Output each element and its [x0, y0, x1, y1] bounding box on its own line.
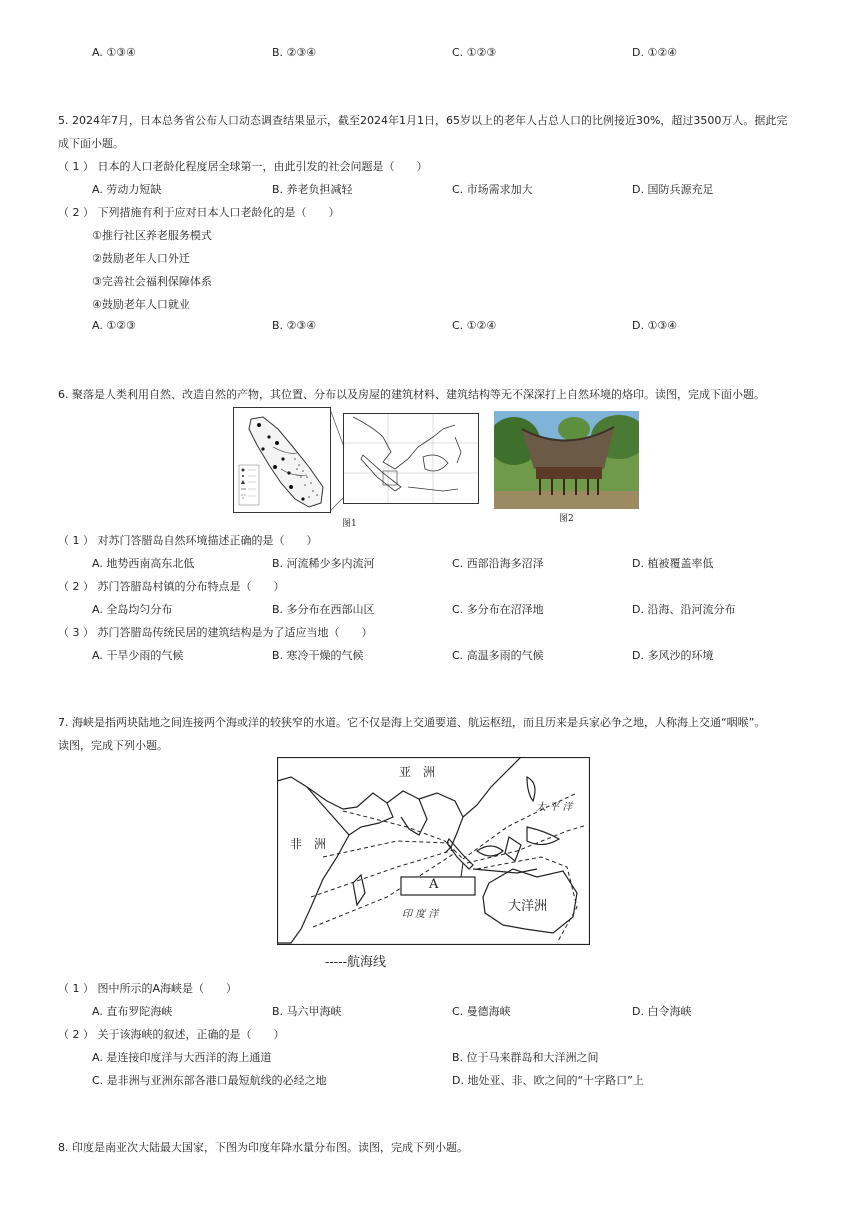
q5-sub1: （ 1 ） 日本的人口老龄化程度居全球第一，由此引发的社会问题是（ ）: [58, 160, 428, 173]
traditional-house-photo: [494, 411, 639, 509]
q6-sub2-option-d: D. 沿海、沿河流分布: [632, 603, 736, 616]
q5-stem-line1: 5. 2024年7月，日本总务省公布人口动态调查结果显示，截至2024年1月1日，65岁以上的老年人占总人口的比例接近30%，超过3500万人。据此完: [58, 114, 788, 127]
q5-sub2-option-c: C. ①②④: [452, 319, 497, 332]
q8-stem: 8. 印度是南亚次大陆最大国家，下图为印度年降水量分布图。读图，完成下列小题。: [58, 1141, 468, 1154]
q5-sub2-item-2: ②鼓励老年人口外迁: [92, 252, 190, 265]
q6-sub1-option-a: A. 地势西南高东北低: [92, 557, 195, 570]
q4-option-c: C. ①②③: [452, 46, 497, 59]
q7-sub2: （ 2 ） 关于该海峡的叙述，正确的是（ ）: [58, 1028, 285, 1041]
q7-sub1: （ 1 ） 图中所示的A海峡是（ ）: [58, 982, 238, 995]
q7-sub2-option-a: A. 是连接印度洋与大西洋的海上通道: [92, 1051, 272, 1064]
q6-sub1-option-b: B. 河流稀少多内流河: [272, 557, 375, 570]
q6-sub3-option-d: D. 多风沙的环境: [632, 649, 714, 662]
q6-sub2-option-b: B. 多分布在西部山区: [272, 603, 375, 616]
q6-sub1-option-d: D. 植被覆盖率低: [632, 557, 714, 570]
q6-sub3: （ 3 ） 苏门答腊岛传统民居的建筑结构是为了适应当地（ ）: [58, 626, 373, 639]
q7-sub1-option-a: A. 直布罗陀海峡: [92, 1005, 173, 1018]
fig2-caption: 图2: [559, 514, 574, 524]
q7-stem-line2: 读图，完成下列小题。: [58, 739, 168, 752]
map-label-oceania: 大洋洲: [508, 899, 548, 914]
q4-option-b: B. ②③④: [272, 46, 317, 59]
q5-sub2-option-d: D. ①③④: [632, 319, 678, 332]
q6-sub3-option-a: A. 干旱少雨的气候: [92, 649, 184, 662]
map-label-pacific: 太 平 洋: [536, 802, 573, 813]
q5-sub2-item-3: ③完善社会福利保障体系: [92, 275, 212, 288]
q5-sub2-item-4: ④鼓励老年人口就业: [92, 298, 190, 311]
q7-stem-line1: 7. 海峡是指两块陆地之间连接两个海或洋的较狭窄的水道。它不仅是海上交通要道、航运枢纽，而且历来是兵家必争之地，人称海上交通“咽喉”。: [58, 716, 766, 729]
q6-sub2-option-a: A. 全岛均匀分布: [92, 603, 173, 616]
q6-stem: 6. 聚落是人类利用自然、改造自然的产物，其位置、分布以及房屋的建筑材料、建筑结构等无不深深打上自然环境的烙印。读图，完成下面小题。: [58, 388, 765, 401]
map-legend-route: -----航海线: [325, 955, 386, 970]
map-label-indian-ocean: 印 度 洋: [402, 909, 439, 920]
q5-sub1-option-d: D. 国防兵源充足: [632, 183, 714, 196]
sumatra-maps-figure: [233, 407, 481, 513]
q7-sub2-option-b: B. 位于马来群岛和大洋洲之间: [452, 1051, 599, 1064]
q5-sub1-option-b: B. 养老负担减轻: [272, 183, 353, 196]
q7-sub2-option-c: C. 是非洲与亚洲东部各港口最短航线的必经之地: [92, 1074, 327, 1087]
map-label-strait-a: A: [429, 877, 439, 892]
q5-sub1-option-a: A. 劳动力短缺: [92, 183, 162, 196]
q5-sub2: （ 2 ） 下列措施有利于应对日本人口老龄化的是（ ）: [58, 206, 340, 219]
q7-sub1-option-b: B. 马六甲海峡: [272, 1005, 342, 1018]
q4-option-a: A. ①③④: [92, 46, 136, 59]
q5-sub2-option-a: A. ①②③: [92, 319, 136, 332]
map-label-africa: 非 洲: [290, 837, 327, 851]
q5-sub2-option-b: B. ②③④: [272, 319, 317, 332]
q5-stem-line2: 成下面小题。: [58, 137, 124, 150]
q6-sub3-option-b: B. 寒冷干燥的气候: [272, 649, 364, 662]
q6-sub2: （ 2 ） 苏门答腊岛村镇的分布特点是（ ）: [58, 580, 285, 593]
q7-sub1-option-d: D. 白令海峡: [632, 1005, 692, 1018]
map-label-asia: 亚 洲: [399, 765, 436, 779]
q5-sub1-option-c: C. 市场需求加大: [452, 183, 533, 196]
q5-sub2-item-1: ①推行社区养老服务模式: [92, 229, 212, 242]
fig1-caption: 图1: [342, 519, 357, 529]
q7-sub1-option-c: C. 曼德海峡: [452, 1005, 511, 1018]
q6-sub2-option-c: C. 多分布在沼泽地: [452, 603, 544, 616]
q6-sub1-option-c: C. 西部沿海多沼泽: [452, 557, 544, 570]
q7-sub2-option-d: D. 地处亚、非、欧之间的“十字路口”上: [452, 1074, 644, 1087]
q4-option-d: D. ①②④: [632, 46, 678, 59]
q6-sub1: （ 1 ） 对苏门答腊岛自然环境描述正确的是（ ）: [58, 534, 318, 547]
q6-sub3-option-c: C. 高温多雨的气候: [452, 649, 544, 662]
